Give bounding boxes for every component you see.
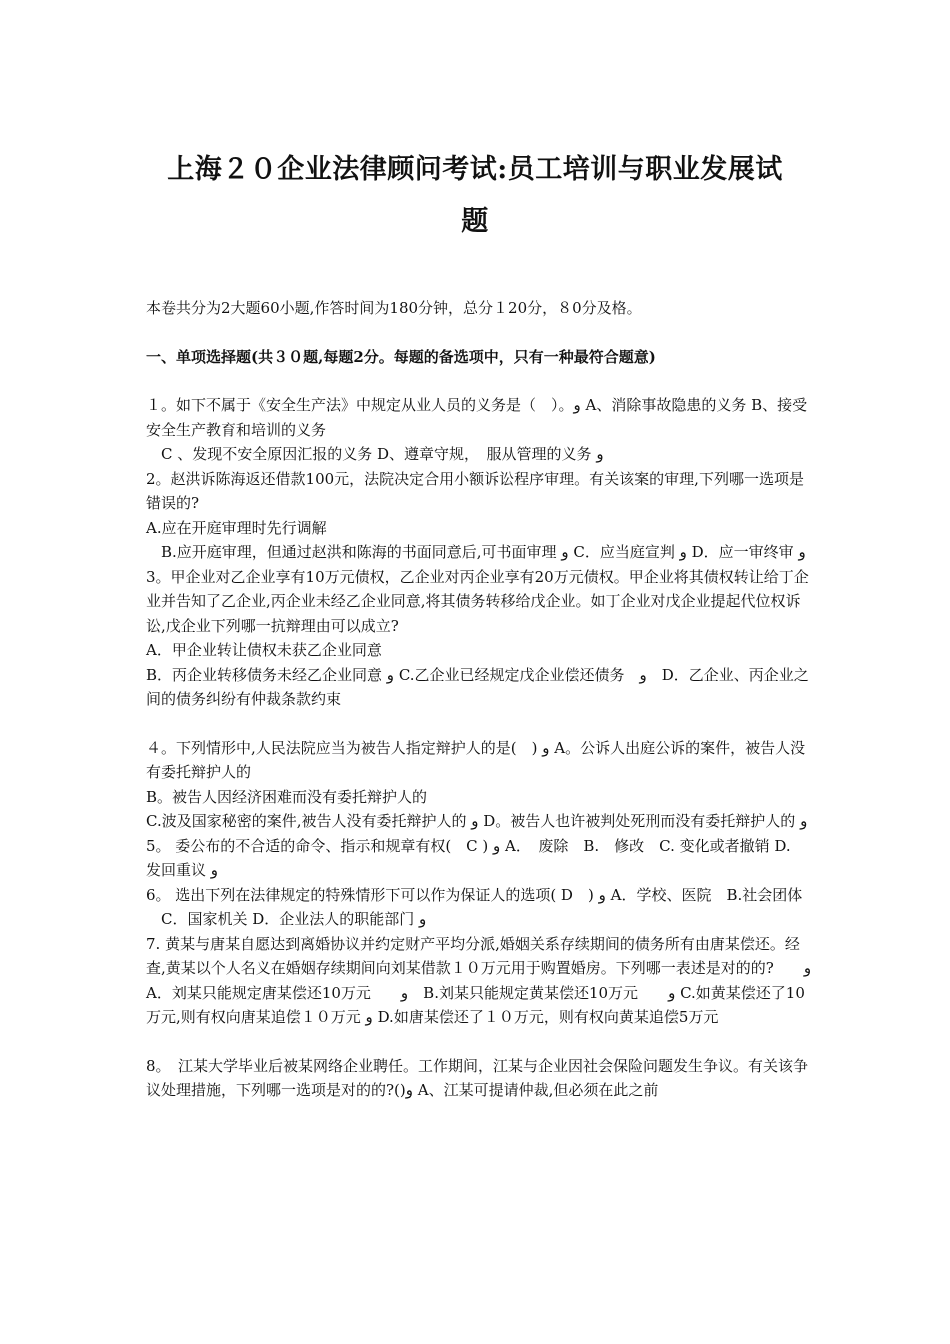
- question-1: [146, 393, 816, 467]
- question-line: ４。下列情形中,人民法院应当为被告人指定辩护人的是( ) و A。公诉人出庭公诉的案件，被告人没有委托辩护人的: [146, 738, 806, 781]
- question-line: B．丙企业转移债务未经乙企业同意 و C.乙企业已经规定戊企业偿还债务 و D．乙企业、丙企业之间的债务纠纷有仲裁条款约束: [146, 665, 809, 708]
- title-line-2: 题: [461, 206, 489, 237]
- question-line: C 、发现不安全原因汇报的义务 D、遵章守规， 服从管理的义务 و: [146, 445, 604, 463]
- question-line: 6。 选出下列在法律规定的特殊情形下可以作为保证人的选项( D ) و A．学校、医院 B.社会团体: [146, 885, 803, 904]
- question-line: 7. 黄某与唐某自愿达到离婚协议并约定财产平均分派,婚姻关系存续期间的债务所有由唐某偿还。经查,黄某以个人名义在婚姻存续期间向刘某借款１０万元用于购置婚房。下列哪一表述是对的的? و A．刘某只能规定唐某偿还10万元 و B.刘某只能规定黄某偿还10万元 و C.如黄某偿还了10万元,则有权向唐某追偿１０万元 و D.如唐某偿还了１０万元，则有权向黄某追偿5万元: [146, 934, 812, 1026]
- question-line: A.应在开庭审理时先行调解: [146, 518, 327, 537]
- question-4: [146, 736, 816, 834]
- exam-intro: 本卷共分为2大题60小题,作答时间为180分钟，总分１20分，８0分及格。: [146, 299, 642, 317]
- question-line: A．甲企业转让债权未获乙企业同意: [146, 641, 382, 659]
- section-heading: 一、单项选择题(共３０题,每题2分。每题的备选项中，只有一种最符合题意): [146, 347, 656, 366]
- question-line: 3。甲企业对乙企业享有10万元债权，乙企业对丙企业享有20万元债权。甲企业将其债权转让给丁企业并告知了乙企业,丙企业未经乙企业同意,将其债务转移给戊企业。如丁企业对戊企业提起代位权诉讼,戊企业下列哪一抗辩理由可以成立?: [146, 567, 809, 635]
- question-5: [146, 834, 816, 883]
- question-line: 2。赵洪诉陈海返还借款100元，法院决定合用小额诉讼程序审理。有关该案的审理,下列哪一选项是错误的?: [146, 469, 804, 512]
- question-line: 5。 委公布的不合适的命令、指示和规章有权( C ) و A． 废除 B. 修改 C. 变化或者撤销 D. 发回重议 و: [146, 836, 806, 879]
- question-6: [146, 883, 816, 932]
- question-3: [146, 565, 816, 712]
- question-line: B。被告人因经济困难而没有委托辩护人的: [146, 787, 428, 806]
- question-line: 8。 江某大学毕业后被某网络企业聘任。工作期间，江某与企业因社会保险问题发生争议。有关该争议处理措施，下列哪一选项是对的的?()و A、江某可提请仲裁,但必须在此之前: [146, 1056, 809, 1099]
- question-8: [146, 1054, 816, 1103]
- question-line: B.应开庭审理，但通过赵洪和陈海的书面同意后,可书面审理 و C．应当庭宣判 و D．应一审终审 و: [146, 543, 806, 561]
- question-2: [146, 467, 816, 565]
- document-body: [146, 296, 816, 1103]
- question-7: [146, 932, 816, 1030]
- question-line: C．国家机关 D．企业法人的职能部门 و: [146, 910, 427, 928]
- question-line: １。如下不属于《安全生产法》中规定从业人员的义务是（ ）。و A、消除事故隐患的义务 B、接受安全生产教育和培训的义务: [146, 396, 808, 439]
- question-line: C.波及国家秘密的案件,被告人没有委托辩护人的 و D。被告人也许被判处死刑而没有委托辩护人的 و: [146, 812, 808, 830]
- title-line-1: 上海２０企业法律顾问考试:员工培训与职业发展试: [167, 154, 783, 185]
- document-title: [130, 144, 820, 248]
